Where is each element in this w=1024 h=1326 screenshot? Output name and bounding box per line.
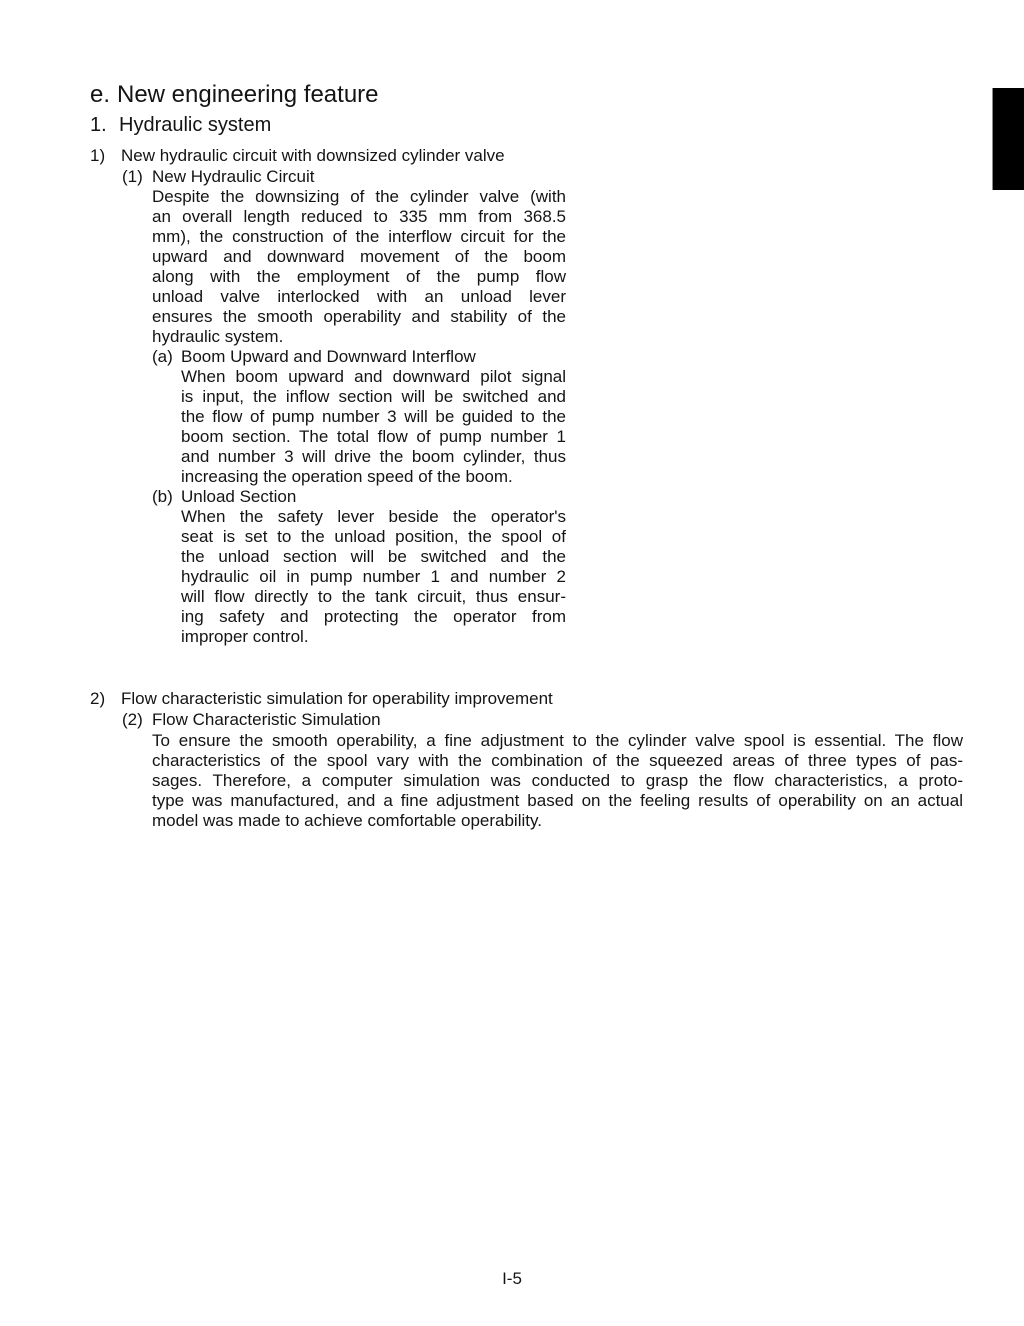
paragraph-hydraulic-circuit <box>152 187 566 347</box>
paragraph-boom-interflow <box>181 367 566 487</box>
paragraph-line: sages. Therefore, a computer simulation was conducted to grasp the flow characteristics, a proto- <box>152 771 963 790</box>
paragraph-line: the unload section will be switched and the <box>181 547 566 566</box>
paragraph-line: hydraulic oil in pump number 1 and number 2 <box>181 567 566 586</box>
paragraph-line: When the safety lever beside the operator's <box>181 507 566 526</box>
list-item-b-title: Unload Section <box>181 487 297 506</box>
paragraph-line: Despite the downsizing of the cylinder valve (with <box>152 187 566 206</box>
subsection-heading-marker: 1. <box>90 114 107 136</box>
paragraph-unload-section <box>181 507 566 647</box>
list-item-a-marker: (a) <box>152 347 173 366</box>
paragraph-line: ing safety and protecting the operator from <box>181 607 566 626</box>
paragraph-line: hydraulic system. <box>152 327 284 346</box>
paragraph-line: When boom upward and downward pilot signal <box>181 367 566 386</box>
list-item-a-title: Boom Upward and Downward Interflow <box>181 347 476 366</box>
list-item-2-2-marker: (2) <box>122 710 143 729</box>
paragraph-flow-simulation <box>152 731 963 831</box>
paragraph-line: improper control. <box>181 627 309 646</box>
subsection-heading <box>90 113 271 137</box>
paragraph-line: unload valve interlocked with an unload lever <box>152 287 566 306</box>
paragraph-line: type was manufactured, and a fine adjustment based on the feeling results of operability on an actual <box>152 791 963 810</box>
subsection-heading-title: Hydraulic system <box>119 114 272 136</box>
paragraph-line: To ensure the smooth operability, a fine adjustment to the cylinder valve spool is essential. The flow <box>152 731 963 750</box>
list-item-b-marker: (b) <box>152 487 173 506</box>
paragraph-line: will flow directly to the tank circuit, thus ensur- <box>181 587 566 606</box>
paragraph-line: characteristics of the spool vary with the combination of the squeezed areas of three types of pas- <box>152 751 963 770</box>
paragraph-line: is input, the inflow section will be switched and <box>181 387 566 406</box>
paragraph-line: model was made to achieve comfortable operability. <box>152 811 542 830</box>
paragraph-line: ensures the smooth operability and stability of the <box>152 307 566 326</box>
list-item-2-marker: 2) <box>90 689 106 708</box>
paragraph-line: the flow of pump number 3 will be guided to the <box>181 407 566 426</box>
paragraph-line: boom section. The total flow of pump number 1 <box>181 427 566 446</box>
list-item-1-marker: 1) <box>90 146 106 165</box>
section-heading-title: New engineering feature <box>117 81 379 108</box>
paragraph-line: seat is set to the unload position, the spool of <box>181 527 566 546</box>
paragraph-line: increasing the operation speed of the boom. <box>181 467 513 486</box>
paragraph-line: along with the employment of the pump flow <box>152 267 566 286</box>
list-item-2-title: Flow characteristic simulation for operability improvement <box>121 689 553 708</box>
list-item-1-1-marker: (1) <box>122 167 143 186</box>
paragraph-line: upward and downward movement of the boom <box>152 247 566 266</box>
list-item-1-title: New hydraulic circuit with downsized cylinder valve <box>121 146 505 165</box>
paragraph-line: mm), the construction of the interflow circuit for the <box>152 227 566 246</box>
list-item-2-2-title: Flow Characteristic Simulation <box>152 710 381 729</box>
page-number: I-5 <box>502 1269 522 1288</box>
section-heading-marker: e. <box>90 81 111 108</box>
list-item-1-1-title: New Hydraulic Circuit <box>152 167 315 186</box>
chapter-index-tab <box>992 88 1024 190</box>
paragraph-line: and number 3 will drive the boom cylinder, thus <box>181 447 566 466</box>
section-heading <box>90 81 379 109</box>
paragraph-line: an overall length reduced to 335 mm from 368.5 <box>152 207 566 226</box>
